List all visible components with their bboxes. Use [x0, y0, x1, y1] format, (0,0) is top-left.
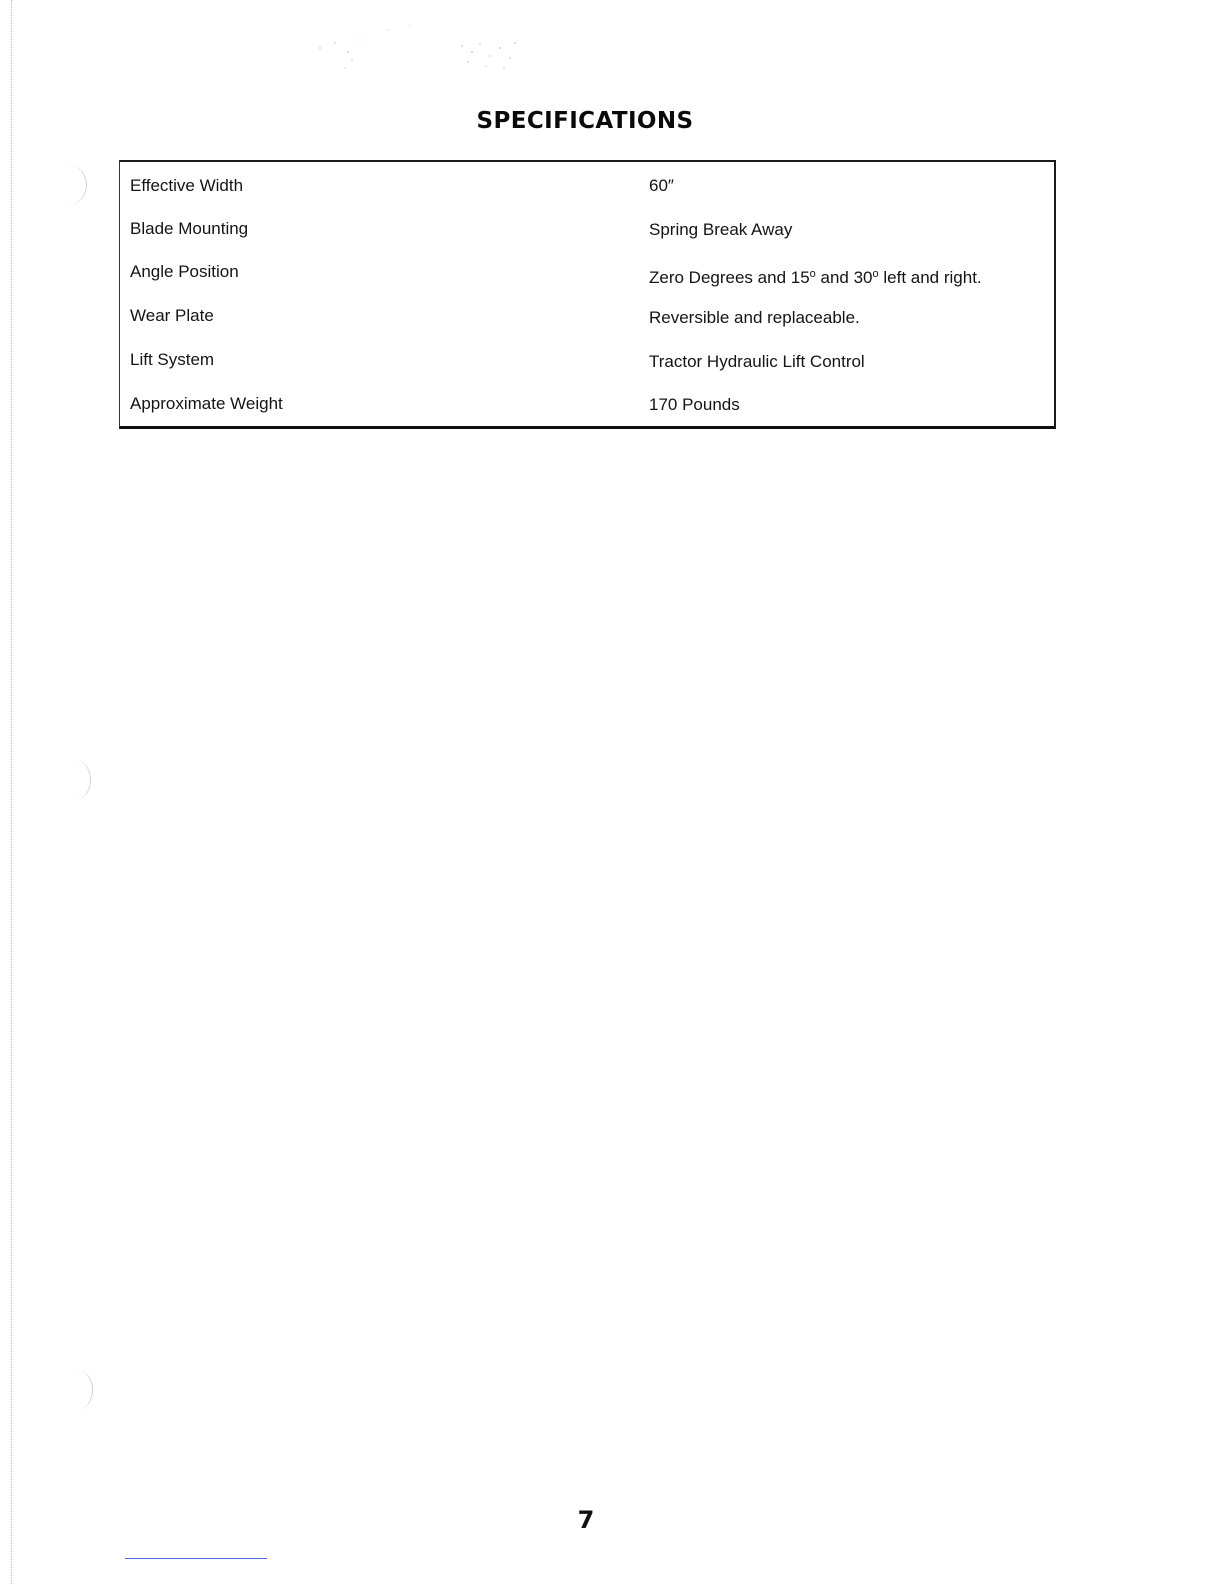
spec-value-text: Zero Degrees and 15: [649, 268, 810, 287]
spec-label: Wear Plate: [130, 306, 214, 325]
scan-speckle: [300, 18, 540, 73]
spec-value: Spring Break Away: [649, 220, 793, 239]
spec-label: Angle Position: [130, 262, 239, 281]
spec-value: 60″: [649, 176, 674, 195]
spec-row-effective-width: [120, 171, 1054, 201]
spec-label: Effective Width: [130, 176, 244, 195]
degree-symbol: o: [809, 268, 816, 280]
page-left-edge: [0, 0, 12, 1584]
spec-row-blade-mounting: [120, 214, 1054, 244]
degree-symbol: o: [872, 268, 879, 280]
spec-row-approximate-weight: [120, 389, 1054, 419]
spec-label: Lift System: [130, 350, 215, 369]
page-title: SPECIFICATIONS: [476, 108, 694, 134]
spec-row-wear-plate: [120, 301, 1054, 331]
spec-row-lift-system: [120, 345, 1054, 375]
specifications-table: [119, 160, 1056, 429]
spec-row-angle-position: [120, 257, 1054, 287]
spec-value-text: and 30: [815, 268, 873, 287]
page-number: 7: [577, 1506, 595, 1534]
binder-hole-mark-bottom: [62, 1370, 93, 1410]
spec-value: Tractor Hydraulic Lift Control: [649, 352, 865, 371]
spec-value-text: left and right.: [878, 268, 982, 287]
binder-hole-mark-middle: [60, 760, 91, 800]
binder-hole-mark-top: [50, 165, 87, 205]
spec-value: 170 Pounds: [649, 395, 740, 414]
spec-label: Approximate Weight: [130, 394, 283, 413]
spec-label: Blade Mounting: [130, 219, 249, 238]
spec-value: [649, 259, 982, 293]
spec-value: Reversible and replaceable.: [649, 308, 860, 327]
bottom-rule: [125, 1558, 267, 1559]
